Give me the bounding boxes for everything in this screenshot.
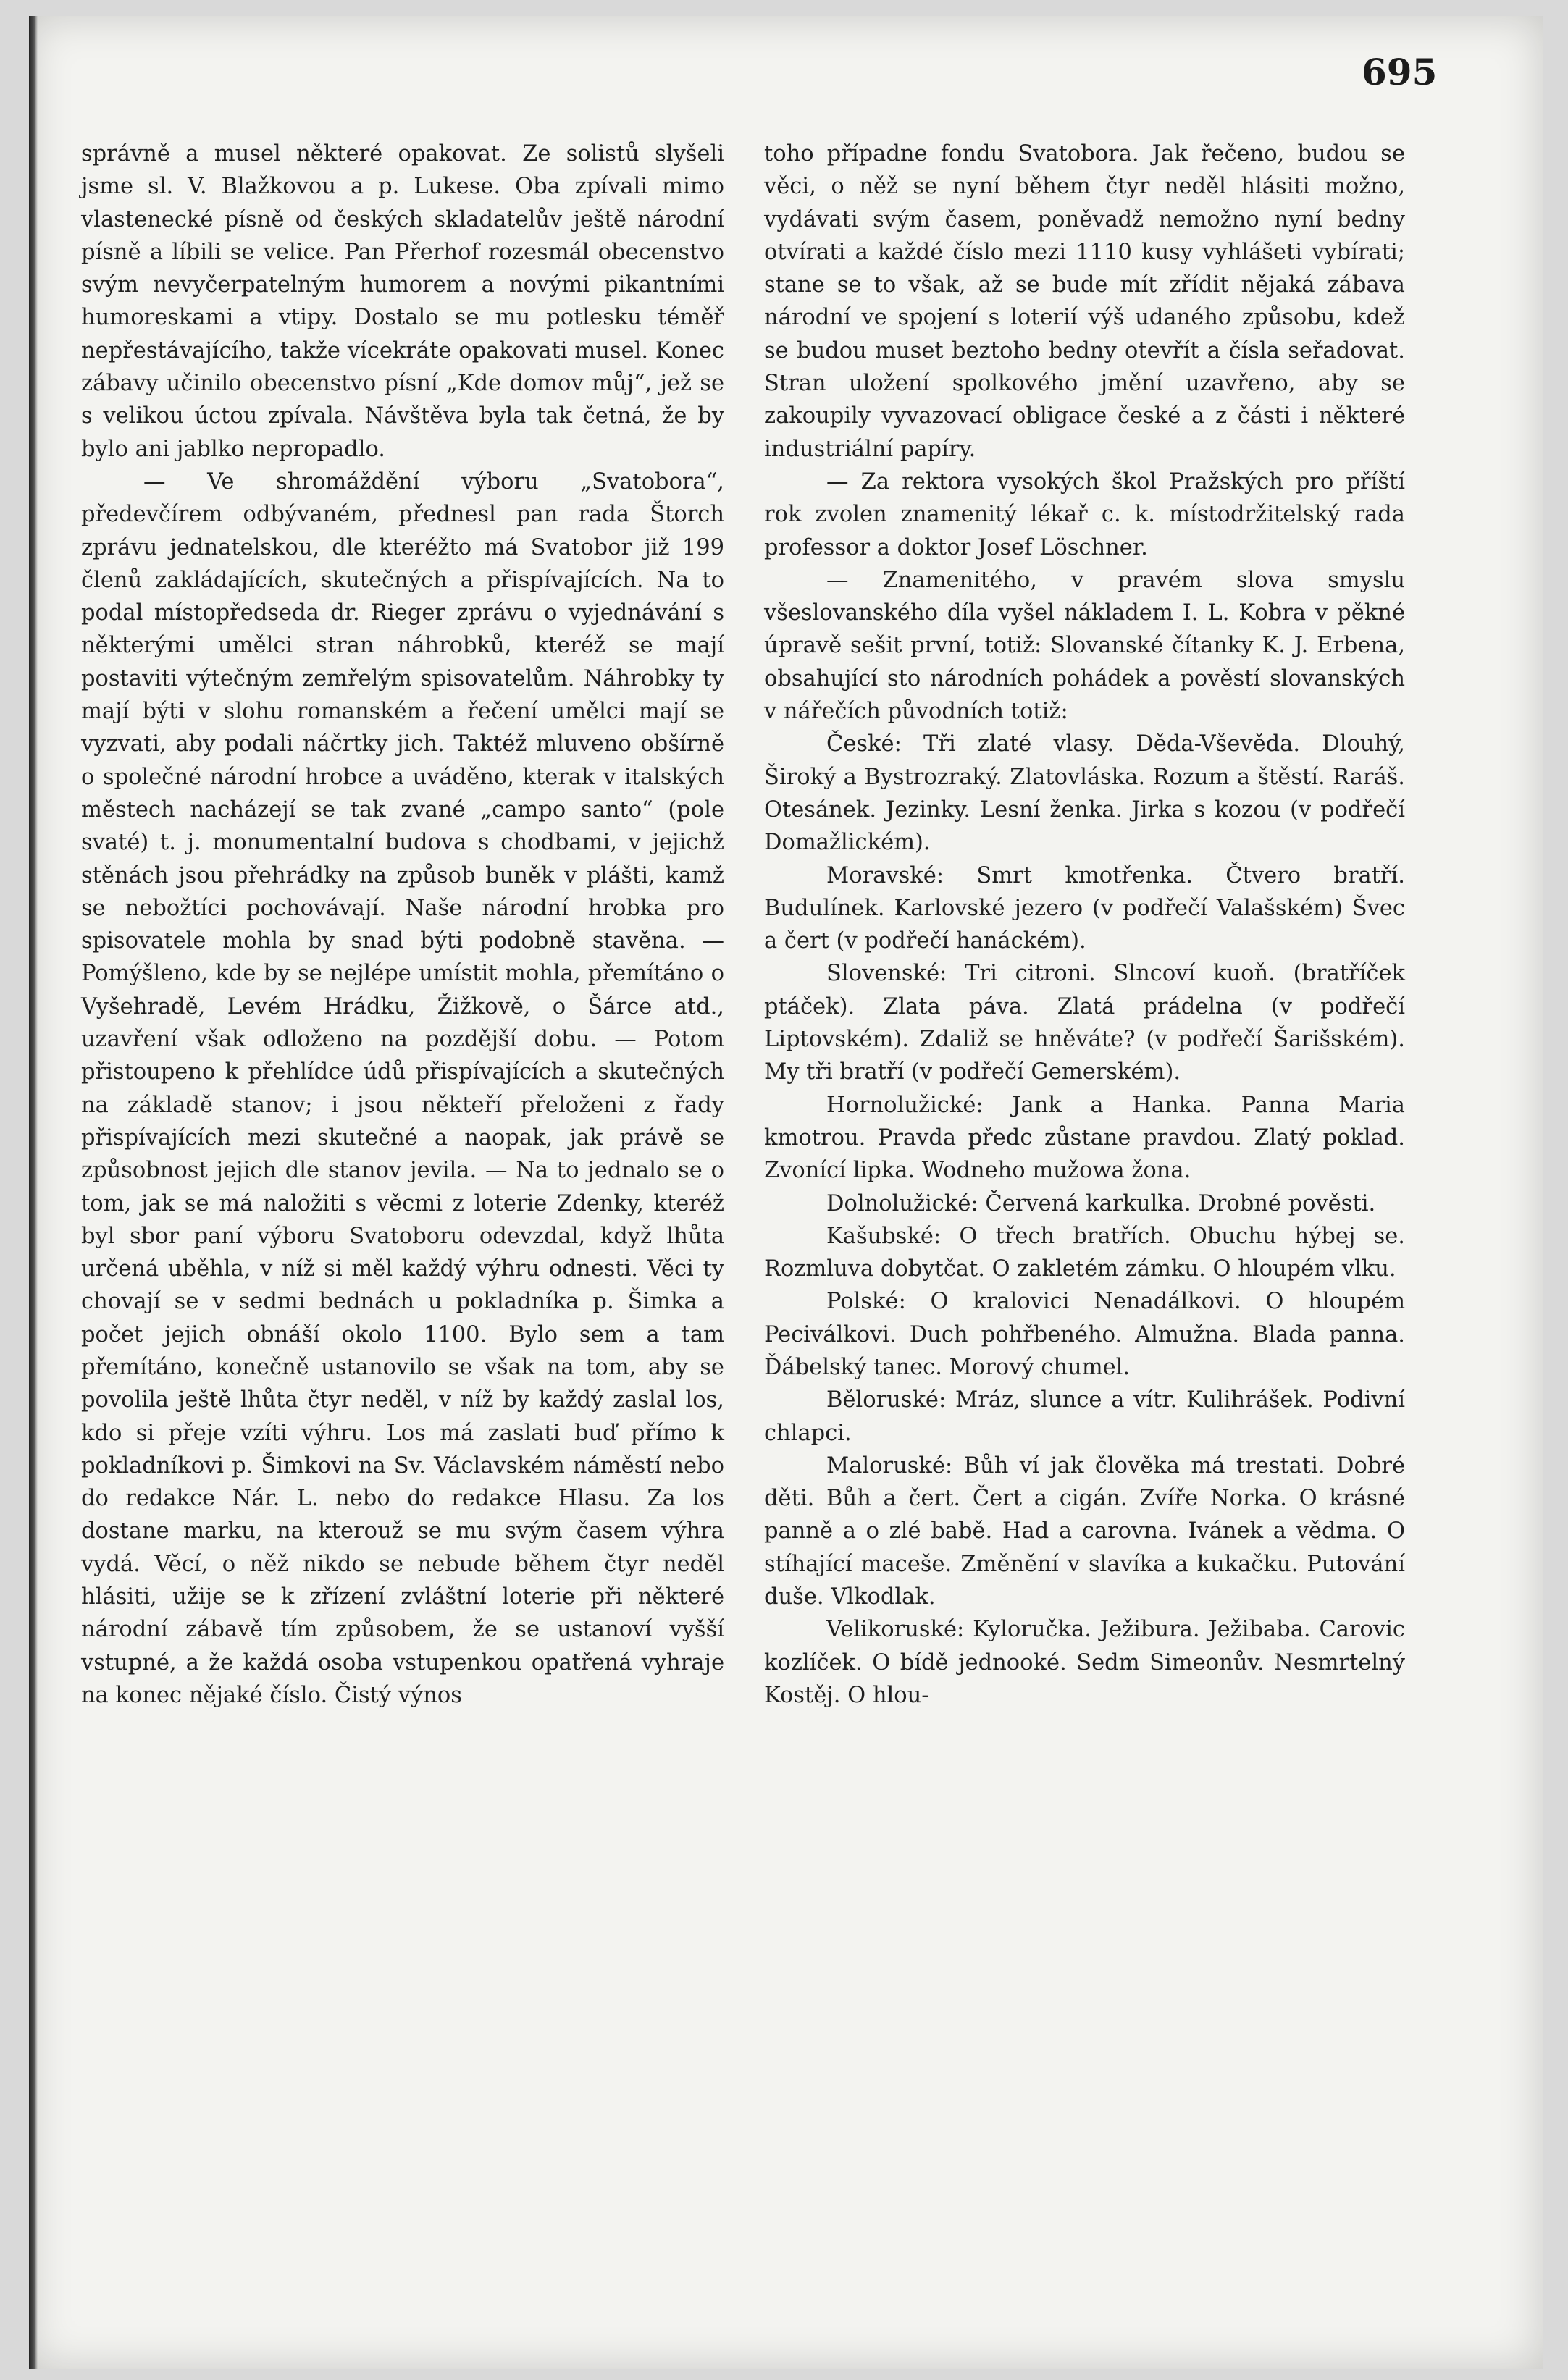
tales-ukrainian-entry: Maloruské: Bůh ví jak člověka má trestati. Dobré děti. Bůh a čert. Čert a cigán. Zvíře Norka. O krásné panně a o zlé babě. Had a carovna. Ivánek a vědma. O stíhající maceše. Změnění v slavíka a kukačku. Putování duše. Vlkodlak. (764, 1452, 1405, 1610)
concert-report-paragraph: správně a musel některé opakovat. Ze solistů slyšeli jsme sl. V. Blažkovou a p. Lukese. Oba zpívali mimo vlastenecké písně od českých skladatelův ještě národní písně a líbili se velice. Pan Přerhof rozesmál obecenstvo svým nevyčerpatelným humorem a novými pikantními humoreskami a vtipy. Dostalo se mu potlesku téměř nepřestávajícího, takže vícekráte opakovati musel. Konec zábavy učinilo obecenstvo písní „Kde domov můj“, jež se s velikou úctou zpívala. Návštěva byla tak četná, že by bylo ani jablko nepropadlo. (81, 141, 724, 462)
tales-polish-entry: Polské: O kralovici Nenadálkovi. O hloupém Peciválkovi. Duch pohřbeného. Almužna. Blada panna. Ďábelský tanec. Morový chumel. (764, 1289, 1405, 1380)
tales-moravian-entry: Moravské: Smrt kmotřenka. Čtvero bratří. Budulínek. Karlovské jezero (v podřečí Valašském) Švec a čert (v podřečí hanáckém). (764, 862, 1405, 954)
tales-czech-entry: České: Tři zlaté vlasy. Děda-Vševěda. Dlouhý, Široký a Bystrozraký. Zlatovláska. Rozum a štěstí. Raráš. Otesánek. Jezinky. Lesní ženka. Jirka s kozou (v podřečí Domažlickém). (764, 731, 1405, 856)
left-column (81, 138, 724, 1712)
tales-russian-entry: Velikoruské: Kyloručka. Ježibura. Ježibaba. Carovic kozlíček. O bídě jednooké. Sedm Simeonův. Nesmrtelný Kostěj. O hlou- (764, 1617, 1405, 1708)
tales-slovak-entry: Slovenské: Tri citroni. Slncoví kuoň. (bratříček ptáček). Zlata páva. Zlatá prádelna (v podřečí Liptovském). Zdaliž se hněváte? (v podřečí Šarišském). My tři bratří (v podřečí Gemerském). (764, 961, 1405, 1085)
page-binding-edge (29, 16, 38, 2369)
tales-belarusian-entry: Běloruské: Mráz, slunce a vítr. Kulihrášek. Podivní chlapci. (764, 1387, 1405, 1446)
svatobor-fund-paragraph: toho případne fondu Svatobora. Jak řečeno, budou se věci, o něž se nyní během čtyr neděl hlásiti možno, vydávati svým časem, poněvadž nemožno nyní bedny otvírati a každé číslo mezi 1110 kusy vyhlášeti vybírati; stane se to však, až se bude mít zřídit nějaká zábava národní ve spojení s loterií výš udaného způsobu, kdež se budou muset beztoho bedny otevřít a čísla seřadovat. Stran uložení spolkového jmění uzavřeno, aby se zakoupily vyvazovací obligace české a z části i některé industriální papíry. (764, 141, 1405, 462)
tales-upper-sorbian-entry: Hornolužické: Jank a Hanka. Panna Maria kmotrou. Pravda předc zůstane pravdou. Zlatý poklad. Zvonící lipka. Wodneho mužowa žona. (764, 1092, 1405, 1184)
tales-kashubian-entry: Kašubské: O třech bratřích. Obuchu hýbej se. Rozmluva dobytčat. O zakletém zámku. O hloupém vlku. (764, 1223, 1405, 1282)
page-number: 695 (1362, 51, 1438, 93)
svatobor-meeting-paragraph: — Ve shromáždění výboru „Svatobora“, předevčírem odbývaném, přednesl pan rada Štorch zprávu jednatelskou, dle kteréžto má Svatobor již 199 členů zakládajících, skutečných a přispívajících. Na to podal místopředseda dr. Rieger zprávu o vyjednávání s některými umělci stran náhrobků, kteréž se mají postaviti výtečným zemřelým spisovatelům. Náhrobky ty mají býti v slohu romanském a řečení umělci mají se vyzvati, aby podali náčrtky jich. Taktéž mluveno obšírně o společné národní hrobce a uváděno, kterak v italských městech nacházejí se tak zvané „campo santo“ (pole svaté) t. j. monumentalní budova s chodbami, v jejichž stěnách jsou přehrádky na způsob buněk v plášti, kamž se nebožtíci pochovávají. Naše národní hrobka pro spisovatele mohla by snad býti podobně stavěna. — Pomýšleno, kde by se nejlépe umístit mohla, přemítáno o Vyšehradě, Levém Hrádku, Žižkově, o Šárce atd., uzavření však odloženo na pozdější dobu. — Potom přistoupeno k přehlídce údů přispívajících a skutečných na základě stanov; i jsou někteří přeloženi z řady přispívajících mezi skutečné a naopak, jak právě se způsobnost jejich dle stanov jevila. — Na to jednalo se o tom, jak se má naložiti s věcmi z loterie Zdenky, kteréž byl sbor paní výboru Svatoboru odevzdal, když lhůta určená uběhla, v níž si měl každý výhru odnesti. Věci ty chovají se v sedmi bednách u pokladníka p. Šimka a počet jejich obnáší okolo 1100. Bylo sem a tam přemítáno, konečně ustanovilo se však na tom, aby se povolila ještě lhůta čtyr neděl, v níž by každý zaslal los, kdo si přeje vzíti výhru. Los má zaslati buď přímo k pokladníkovi p. Šimkovi na Sv. Václavském náměstí nebo do redakce Nár. L. nebo do redakce Hlasu. Za los dostane marku, na kterouž se mu svým časem výhra vydá. Věcí, o něž nikdo se nebude během čtyr neděl hlásiti, užije se k zřízení zvláštní loterie při některé národní zábavě tím způsobem, že se ustanoví vyšší vstupné, a že každá osoba vstupenkou opatřená vyhraje na konec nějaké číslo. Čistý výnos (81, 468, 724, 1708)
rector-announcement-paragraph: — Za rektora vysokých škol Pražských pro příští rok zvolen znamenitý lékař c. k. místodržitelský rada professor a doktor Josef Löschner. (764, 468, 1405, 560)
tales-lower-sorbian-entry: Dolnolužické: Červená karkulka. Drobné pověsti. (826, 1190, 1376, 1216)
right-column (764, 138, 1405, 1712)
book-announcement-paragraph: — Znamenitého, v pravém slova smyslu všeslovanského díla vyšel nákladem I. L. Kobra v pěkné úpravě sešit první, totiž: Slovanské čítanky K. J. Erbena, obsahující sto národních pohádek a pověstí slovanských v nářečích původních totiž: (764, 567, 1405, 725)
